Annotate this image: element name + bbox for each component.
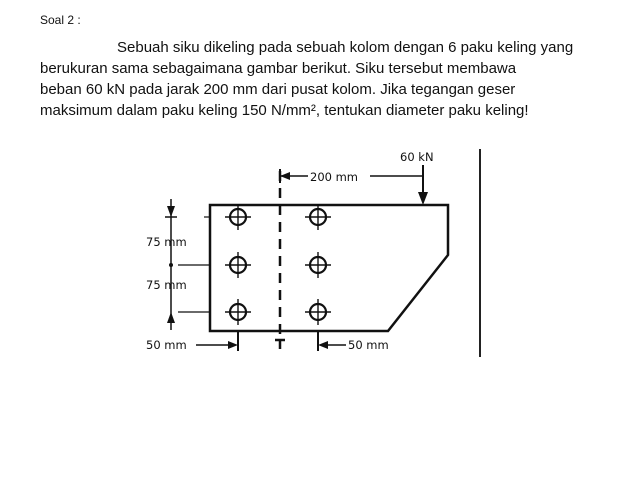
pitch-bottom-label: 75 mm <box>146 278 187 292</box>
problem-line: Sebuah siku dikeling pada sebuah kolom dengan 6 paku keling yang <box>117 39 574 56</box>
problem-line: maksimum dalam paku keling 150 N/mm², tentukan diameter paku keling! <box>40 102 529 119</box>
dimension-arrowhead <box>228 341 238 349</box>
load-label: 60 kN <box>400 150 434 164</box>
dimension-dot <box>169 263 173 267</box>
problem-line: beban 60 kN pada jarak 200 mm dari pusat kolom. Jika tegangan geser <box>40 81 516 98</box>
rivet <box>305 204 331 230</box>
pitch-top-label: 75 mm <box>146 235 187 249</box>
problem-heading: Soal 2 : <box>40 13 81 27</box>
problem-line: berukuran sama sebagaimana gambar berikut. Siku tersebut membawa <box>40 60 517 77</box>
dimension-arrowhead <box>167 312 175 323</box>
distance-label: 200 mm <box>310 170 359 184</box>
rivet <box>305 252 331 278</box>
dimension-arrowhead <box>167 206 175 217</box>
edge-right-label: 50 mm <box>348 338 389 352</box>
problem-statement <box>40 37 610 121</box>
riveted-bracket-figure <box>138 143 484 359</box>
rivet <box>225 204 251 230</box>
rivet <box>225 299 251 325</box>
rivet <box>225 252 251 278</box>
rivet-group <box>225 204 331 325</box>
load-arrow-head <box>418 192 428 205</box>
dimension-arrowhead <box>280 172 290 180</box>
edge-left-label: 50 mm <box>146 338 187 352</box>
rivet <box>305 299 331 325</box>
